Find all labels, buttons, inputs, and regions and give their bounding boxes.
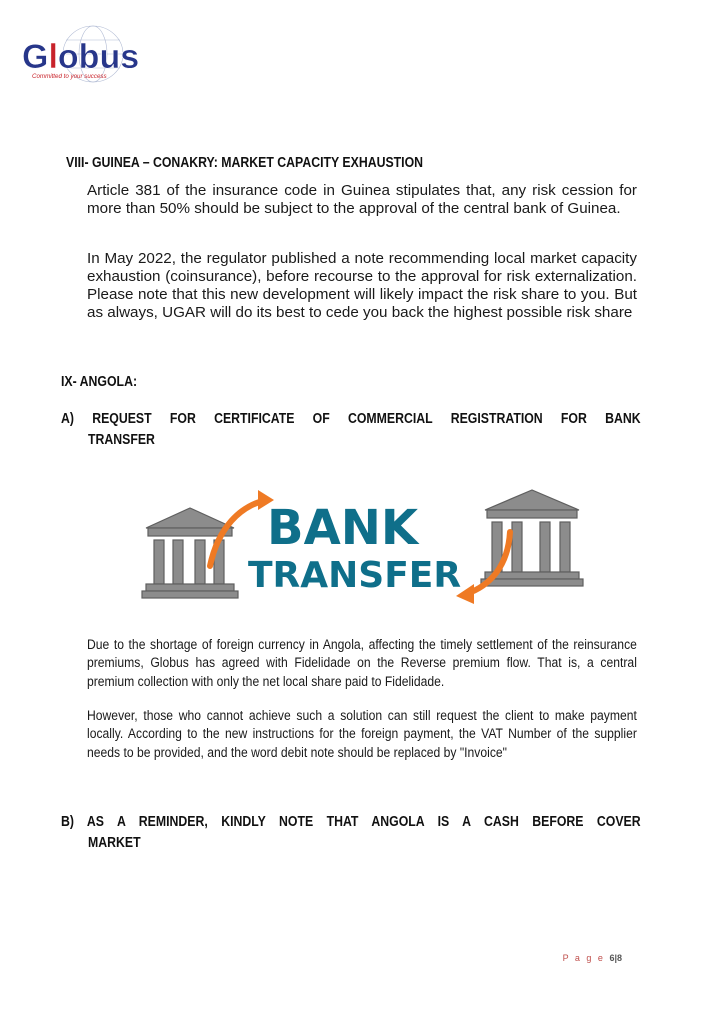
- company-logo: [18, 20, 148, 92]
- section-8-paragraph-1: Article 381 of the insurance code in Guinea stipulates that, any risk cession for more than 50% should be subject to the approval of the central bank of Guinea.: [87, 182, 637, 217]
- logo-tagline: Committed to your success: [32, 73, 107, 80]
- section-8-heading: VIII- GUINEA – CONAKRY: MARKET CAPACITY EXHAUSTION: [66, 155, 424, 171]
- footer-page-total: 8: [616, 953, 622, 963]
- section-8-paragraph-2: In May 2022, the regulator published a note recommending local market capacity exhaustion (coinsurance), before recourse to the approval for risk externalization. Please note that this new development will likely impact the risk share to you. But as always, UGAR will do its best to cede you back the highest possible risk share: [87, 250, 637, 321]
- section-9-heading: IX- ANGOLA:: [61, 374, 138, 390]
- bank-building-left-icon: [142, 508, 238, 598]
- section-9b-heading-line2: MARKET: [88, 835, 141, 851]
- section-9a-heading-line2: TRANSFER: [88, 432, 155, 448]
- section-9a-paragraph-1: [87, 636, 637, 691]
- section-9b-heading: [61, 814, 641, 830]
- bank-transfer-illustration: [140, 488, 585, 606]
- section-9a-heading-line1: A) REQUEST FOR CERTIFICATE OF COMMERCIAL REGISTRATION FOR BANK: [61, 411, 641, 427]
- banner-transfer-text: TRANSFER: [248, 555, 462, 596]
- banner-bank-text: BANK: [267, 500, 419, 556]
- page-footer: P a g e 6|8: [562, 953, 622, 963]
- logo-wordmark: Globus: [22, 38, 140, 76]
- section-9a-heading: [61, 411, 641, 427]
- footer-page-number: 6: [609, 953, 615, 963]
- section-9a-paragraph-1-text: Due to the shortage of foreign currency in Angola, affecting the timely settlement of the reinsurance premiums, Globus has agreed with Fidelidade on the Reverse premium flow. That is, a central premium collection with only the net local share paid to Fidelidade.: [87, 637, 637, 689]
- section-9b-heading-line1: B) AS A REMINDER, KINDLY NOTE THAT ANGOLA IS A CASH BEFORE COVER: [61, 814, 641, 830]
- section-9a-paragraph-2-text: However, those who cannot achieve such a solution can still request the client to make payment locally. According to the new instructions for the foreign payment, the VAT Number of the supplier needs to be provided, and the word debit note should be replaced by "Invoice": [87, 708, 637, 760]
- footer-page-label: P a g e: [562, 953, 605, 963]
- section-9a-paragraph-2: [87, 707, 637, 762]
